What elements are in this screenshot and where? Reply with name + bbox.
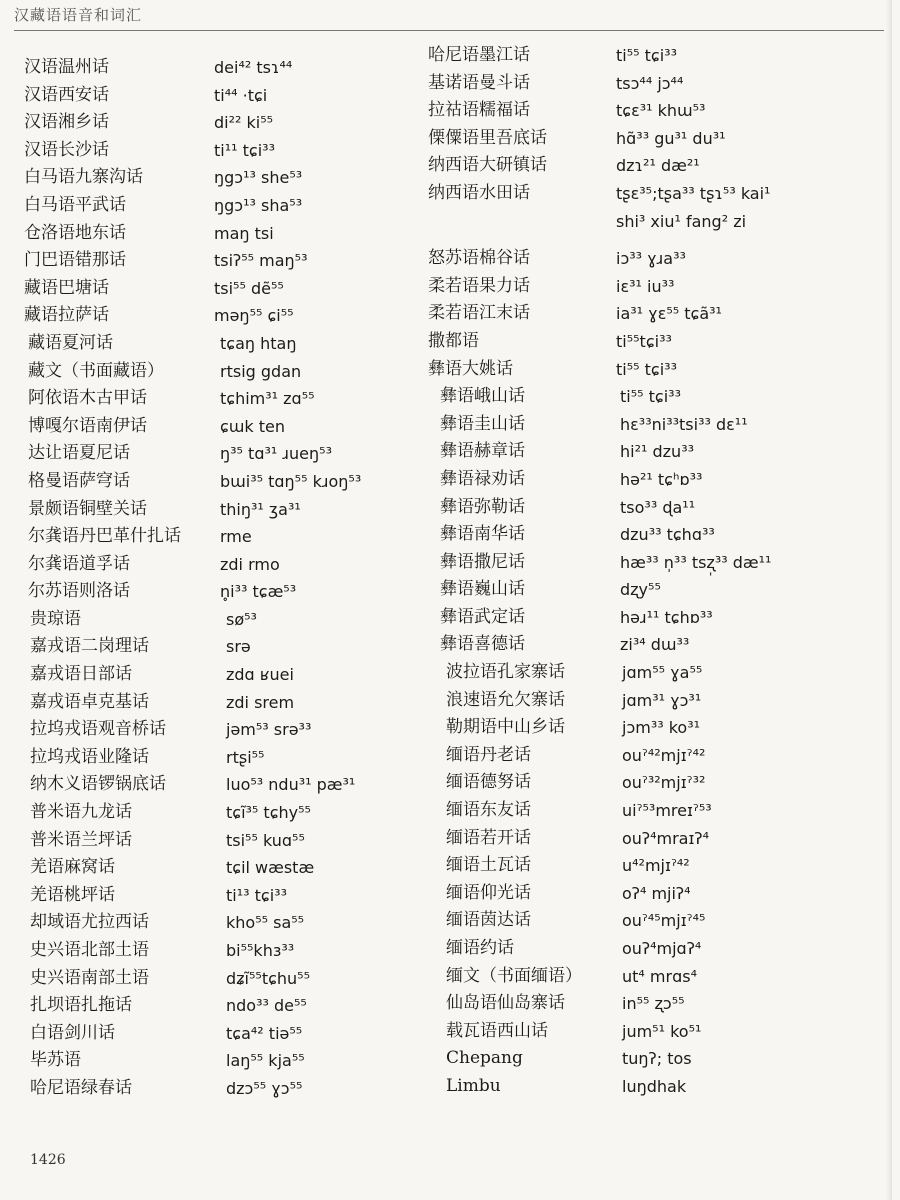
language-name: 尔龚语道孚话 bbox=[28, 553, 130, 574]
phonetic-form: luŋdhak bbox=[622, 1076, 687, 1096]
language-name: 羌语麻窝话 bbox=[30, 857, 115, 878]
language-name: Limbu bbox=[446, 1075, 501, 1096]
entry-row bbox=[428, 880, 878, 908]
language-name: 缅语若开话 bbox=[446, 827, 531, 848]
entry-row bbox=[24, 137, 424, 165]
entry-row bbox=[24, 578, 424, 606]
language-name: 基诺语曼斗话 bbox=[428, 72, 530, 93]
phonetic-form: tɕhim³¹ zɑ⁵⁵ bbox=[220, 389, 315, 409]
entry-row bbox=[428, 769, 878, 797]
phonetic-form: tʂɛ³⁵;tʂa³³ tʂɿ⁵³ kai¹ bbox=[616, 183, 771, 203]
entry-row bbox=[428, 990, 878, 1018]
language-name: 缅文（书面缅语） bbox=[446, 965, 582, 986]
language-name: 彝语撒尼话 bbox=[440, 551, 525, 572]
entry-row bbox=[24, 909, 424, 937]
entry-row bbox=[428, 235, 878, 245]
phonetic-form: luo⁵³ ndu³¹ pæ³¹ bbox=[226, 775, 356, 795]
entry-row bbox=[24, 220, 424, 248]
entry-row bbox=[428, 1045, 878, 1073]
entry-row bbox=[428, 180, 878, 208]
phonetic-form: u⁴²mjɪˀ⁴² bbox=[622, 856, 690, 876]
language-name: 尔龚语丹巴革什扎话 bbox=[28, 526, 181, 547]
phonetic-form: hæ³³ n̩³³ tsʐ̩³³ dæ¹¹ bbox=[620, 552, 772, 572]
language-name: 嘉戎语二岗理话 bbox=[30, 636, 149, 657]
entry-row bbox=[428, 356, 878, 384]
phonetic-form: laŋ⁵⁵ kja⁵⁵ bbox=[226, 1051, 305, 1071]
page-number: 1426 bbox=[30, 1152, 66, 1168]
phonetic-form: ŋgɔ¹³ sha⁵³ bbox=[214, 195, 303, 215]
phonetic-form: dzɿ²¹ dæ²¹ bbox=[616, 156, 700, 176]
language-name: 却域语尤拉西话 bbox=[30, 912, 149, 933]
entry-row bbox=[24, 440, 424, 468]
entry-row bbox=[428, 797, 878, 825]
phonetic-form: tso³³ ɖa¹¹ bbox=[620, 497, 696, 517]
entry-row bbox=[24, 413, 424, 441]
phonetic-form: tsi⁵⁵ kuɑ⁵⁵ bbox=[226, 830, 305, 850]
phonetic-form: hɛ³³ni³³tsi³³ dɛ¹¹ bbox=[620, 414, 748, 434]
entry-row bbox=[24, 882, 424, 910]
language-name: 彝语喜德话 bbox=[440, 634, 525, 655]
language-name: 撒都语 bbox=[428, 330, 479, 351]
entry-row bbox=[428, 411, 878, 439]
phonetic-form: dʑĩ⁵⁵tɕhu⁵⁵ bbox=[226, 968, 311, 988]
language-name: Chepang bbox=[446, 1048, 523, 1069]
phonetic-form: iɛ³¹ iu³³ bbox=[616, 276, 675, 296]
language-name: 彝语武定话 bbox=[440, 606, 525, 627]
language-name: 波拉语孔家寨话 bbox=[446, 662, 565, 683]
entry-row bbox=[428, 70, 878, 98]
entry-row bbox=[428, 245, 878, 273]
language-name: 仓洛语地东话 bbox=[24, 222, 126, 243]
entry-row bbox=[24, 1047, 424, 1075]
entry-row bbox=[428, 383, 878, 411]
entry-row bbox=[24, 192, 424, 220]
language-name: 纳西语水田话 bbox=[428, 182, 530, 203]
entry-row bbox=[428, 97, 878, 125]
entry-row bbox=[24, 799, 424, 827]
entry-row bbox=[428, 494, 878, 522]
phonetic-form: thiŋ³¹ ʒa³¹ bbox=[220, 499, 301, 519]
phonetic-form: ut⁴ mrɑs⁴ bbox=[622, 966, 697, 986]
binding-shadow bbox=[886, 0, 892, 1200]
phonetic-form: bɯi³⁵ tɑŋ⁵⁵ kɹoŋ⁵³ bbox=[220, 471, 362, 491]
language-name: 汉语湘乡话 bbox=[24, 112, 109, 133]
entry-row bbox=[428, 852, 878, 880]
phonetic-form: dei⁴² tsɿ⁴⁴ bbox=[214, 58, 293, 77]
phonetic-form: ŋgɔ¹³ she⁵³ bbox=[214, 168, 303, 188]
language-name: 贵琼语 bbox=[30, 608, 81, 629]
phonetic-form: maŋ tsi bbox=[214, 223, 274, 243]
phonetic-form: rtʂi⁵⁵ bbox=[226, 747, 265, 767]
phonetic-form: dzu³³ tɕhɑ³³ bbox=[620, 525, 715, 545]
language-name: 藏文（书面藏语） bbox=[28, 360, 164, 381]
language-name: 藏语巴塘话 bbox=[24, 277, 109, 298]
entry-row bbox=[24, 54, 424, 82]
phonetic-form: hɑ̃³³ gu³¹ du³¹ bbox=[616, 128, 726, 148]
entry-row bbox=[428, 300, 878, 328]
entry-row bbox=[24, 385, 424, 413]
phonetic-form: tɕaŋ htaŋ bbox=[220, 333, 297, 353]
phonetic-form: shi³ xiu¹ fang² zi bbox=[616, 211, 747, 231]
phonetic-form: uiˀ⁵³mreɪˀ⁵³ bbox=[622, 801, 712, 821]
phonetic-form: tsɔ⁴⁴ jɔ⁴⁴ bbox=[616, 73, 684, 93]
phonetic-form: jəm⁵³ srə³³ bbox=[226, 720, 312, 740]
language-name: 门巴语错那话 bbox=[24, 250, 126, 271]
entry-row bbox=[428, 125, 878, 153]
phonetic-form: ouʔ⁴mraɪʔ⁴ bbox=[622, 828, 709, 848]
entry-row bbox=[24, 937, 424, 965]
language-name: 缅语丹老话 bbox=[446, 744, 531, 765]
phonetic-form: bi⁵⁵khɜ³³ bbox=[226, 941, 295, 960]
phonetic-form: srə bbox=[226, 637, 251, 657]
phonetic-form: ŋ³⁵ tɑ³¹ ɹueŋ⁵³ bbox=[220, 444, 332, 464]
language-name: 彝语赫章话 bbox=[440, 441, 525, 462]
entry-row bbox=[24, 302, 424, 330]
language-name: 格曼语萨穹话 bbox=[28, 470, 130, 491]
phonetic-form: kho⁵⁵ sa⁵⁵ bbox=[226, 913, 305, 933]
entry-row bbox=[24, 275, 424, 303]
phonetic-form: ndo³³ de⁵⁵ bbox=[226, 996, 307, 1016]
entry-row bbox=[24, 661, 424, 689]
entry-row bbox=[24, 716, 424, 744]
entry-row bbox=[24, 992, 424, 1020]
phonetic-form: di²² ki⁵⁵ bbox=[214, 113, 274, 133]
phonetic-form: oʔ⁴ mjiʔ⁴ bbox=[622, 883, 691, 903]
entry-row bbox=[428, 208, 878, 236]
entry-row bbox=[24, 854, 424, 882]
phonetic-form: zdi rmo bbox=[220, 554, 280, 574]
entry-row bbox=[24, 606, 424, 634]
header-rule bbox=[14, 30, 884, 31]
language-name: 汉语温州话 bbox=[24, 57, 109, 77]
phonetic-form: dʐy⁵⁵ bbox=[620, 580, 661, 600]
language-name: 嘉戎语日部话 bbox=[30, 664, 132, 685]
phonetic-form: tsi⁵⁵ dẽ⁵⁵ bbox=[214, 278, 284, 298]
language-name: 拉坞戎语业隆话 bbox=[30, 746, 149, 767]
language-name: 拉祜语糯福话 bbox=[428, 100, 530, 121]
phonetic-form: tsiʔ⁵⁵ maŋ⁵³ bbox=[214, 251, 308, 271]
phonetic-form: jɔm³³ ko³¹ bbox=[622, 718, 701, 738]
entry-row bbox=[24, 771, 424, 799]
phonetic-form: tɕa⁴² tiə⁵⁵ bbox=[226, 1023, 303, 1043]
phonetic-form: ouʔ⁴mjɑʔ⁴ bbox=[622, 939, 702, 958]
phonetic-form: ɕɯk ten bbox=[220, 416, 285, 436]
phonetic-form: jum⁵¹ ko⁵¹ bbox=[622, 1021, 702, 1041]
language-name: 羌语桃坪话 bbox=[30, 884, 115, 905]
language-name: 彝语南华话 bbox=[440, 524, 525, 545]
entry-row bbox=[24, 330, 424, 358]
language-name: 浪速语允欠寨话 bbox=[446, 689, 565, 710]
phonetic-form: ti¹³ tɕi³³ bbox=[226, 885, 287, 905]
entry-row bbox=[428, 687, 878, 715]
entry-row bbox=[428, 714, 878, 742]
entry-row bbox=[24, 551, 424, 579]
entry-row bbox=[428, 659, 878, 687]
language-name: 阿依语木古甲话 bbox=[28, 388, 147, 409]
phonetic-form: zdi srem bbox=[226, 692, 295, 712]
phonetic-form: ti⁵⁵ tɕi³³ bbox=[616, 46, 677, 65]
entry-row bbox=[428, 152, 878, 180]
phonetic-form: zi³⁴ dɯ³³ bbox=[620, 635, 690, 655]
language-name: 哈尼语墨江话 bbox=[428, 45, 530, 65]
language-name: 哈尼语绿春话 bbox=[30, 1077, 132, 1098]
language-name: 景颇语铜壁关话 bbox=[28, 498, 147, 519]
running-head: 汉藏语语音和词汇 bbox=[14, 6, 143, 24]
language-name: 缅语约话 bbox=[446, 938, 514, 958]
entry-row bbox=[24, 468, 424, 496]
language-name: 普米语九龙话 bbox=[30, 802, 132, 823]
phonetic-form: rme bbox=[220, 527, 252, 547]
language-name: 尔苏语则洛话 bbox=[28, 581, 130, 602]
language-name: 汉语西安话 bbox=[24, 84, 109, 105]
phonetic-form: ouˀ⁴²mjɪˀ⁴² bbox=[622, 745, 706, 765]
language-name: 拉坞戎语观音桥话 bbox=[30, 719, 166, 740]
phonetic-form: tɕil wæstæ bbox=[226, 858, 315, 878]
language-name: 彝语圭山话 bbox=[440, 413, 525, 434]
entry-row bbox=[428, 466, 878, 494]
entry-row bbox=[24, 109, 424, 137]
entry-row bbox=[24, 827, 424, 855]
entry-row bbox=[428, 1073, 878, 1101]
phonetic-form: jɑm³¹ ɣɔ³¹ bbox=[622, 690, 702, 710]
phonetic-form: ouˀ³²mjɪˀ³² bbox=[622, 773, 706, 793]
language-name: 缅语东友话 bbox=[446, 800, 531, 821]
phonetic-form: iɔ³³ ɣɹa³³ bbox=[616, 249, 686, 269]
language-name: 纳西语大研镇话 bbox=[428, 155, 547, 176]
entry-row bbox=[428, 825, 878, 853]
language-name: 仙岛语仙岛寨话 bbox=[446, 993, 565, 1014]
phonetic-form: in⁵⁵ ʐɔ⁵⁵ bbox=[622, 994, 685, 1014]
language-name: 白马语九寨沟话 bbox=[24, 167, 143, 188]
phonetic-form: hi²¹ dzu³³ bbox=[620, 442, 695, 462]
entry-row bbox=[428, 576, 878, 604]
language-name: 史兴语北部土语 bbox=[30, 940, 149, 960]
phonetic-form: jɑm⁵⁵ ɣa⁵⁵ bbox=[622, 663, 703, 683]
entry-row bbox=[24, 496, 424, 524]
entry-row bbox=[428, 742, 878, 770]
entry-row bbox=[428, 963, 878, 991]
phonetic-form: tuŋʔ; tos bbox=[622, 1049, 692, 1069]
phonetic-form: hə²¹ tɕʰɒ³³ bbox=[620, 469, 703, 489]
phonetic-form: ti⁵⁵tɕi³³ bbox=[616, 331, 672, 351]
language-name: 勒期语中山乡话 bbox=[446, 717, 565, 738]
phonetic-form: ia³¹ ɣɛ⁵⁵ tɕã³¹ bbox=[616, 304, 722, 324]
language-name: 缅语仰光话 bbox=[446, 882, 531, 903]
phonetic-form: rtsig gdan bbox=[220, 361, 302, 381]
phonetic-form: tɕĩ³⁵ tɕhy⁵⁵ bbox=[226, 803, 311, 823]
phonetic-form: ti⁵⁵ tɕi³³ bbox=[620, 387, 681, 407]
language-name: 普米语兰坪话 bbox=[30, 829, 132, 850]
language-name: 白语剑川话 bbox=[30, 1022, 115, 1043]
phonetic-form: ti⁵⁵ tɕi³³ bbox=[616, 359, 677, 379]
entry-row bbox=[24, 164, 424, 192]
language-name: 达让语夏尼话 bbox=[28, 443, 130, 464]
right-word-list bbox=[428, 42, 878, 1101]
language-name: 缅语土瓦话 bbox=[446, 855, 531, 876]
language-name: 白马语平武话 bbox=[24, 194, 126, 215]
language-name: 怒苏语棉谷话 bbox=[428, 248, 530, 269]
entry-row bbox=[428, 328, 878, 356]
entry-row bbox=[428, 273, 878, 301]
entry-row bbox=[428, 438, 878, 466]
entry-row bbox=[428, 907, 878, 935]
entry-row bbox=[24, 358, 424, 386]
language-name: 博嘎尔语南伊话 bbox=[28, 415, 147, 436]
entry-row bbox=[24, 82, 424, 110]
phonetic-form: ti¹¹ tɕi³³ bbox=[214, 140, 275, 160]
language-name: 纳木义语锣锅底话 bbox=[30, 774, 166, 795]
phonetic-form: dzɔ⁵⁵ ɣɔ⁵⁵ bbox=[226, 1078, 303, 1098]
language-name: 汉语长沙话 bbox=[24, 139, 109, 160]
entry-row bbox=[428, 604, 878, 632]
language-name: 史兴语南部土语 bbox=[30, 967, 149, 988]
entry-row bbox=[24, 744, 424, 772]
entry-row bbox=[24, 1020, 424, 1048]
language-name: 彝语巍山话 bbox=[440, 579, 525, 600]
entry-row bbox=[24, 247, 424, 275]
entry-row bbox=[24, 523, 424, 551]
phonetic-form: ouˀ⁴⁵mjɪˀ⁴⁵ bbox=[622, 911, 706, 931]
entry-row bbox=[428, 549, 878, 577]
language-name: 彝语禄劝话 bbox=[440, 468, 525, 489]
language-name: 嘉戎语卓克基话 bbox=[30, 691, 149, 712]
phonetic-form: n̥i³³ tɕæ⁵³ bbox=[220, 582, 297, 602]
entry-row bbox=[428, 935, 878, 963]
entry-row bbox=[24, 965, 424, 993]
language-name: 彝语弥勒话 bbox=[440, 496, 525, 517]
left-word-list bbox=[24, 54, 424, 1103]
language-name: 柔若语果力话 bbox=[428, 275, 530, 296]
phonetic-form: sø⁵³ bbox=[226, 609, 257, 629]
entry-row bbox=[24, 689, 424, 717]
phonetic-form: məŋ⁵⁵ ɕi⁵⁵ bbox=[214, 306, 294, 326]
entry-row bbox=[428, 521, 878, 549]
entry-row bbox=[428, 631, 878, 659]
entry-row bbox=[24, 1075, 424, 1103]
entry-row bbox=[428, 1018, 878, 1046]
language-name: 彝语峨山话 bbox=[440, 386, 525, 407]
language-name: 藏语夏河话 bbox=[28, 332, 113, 353]
language-name: 柔若语江末话 bbox=[428, 303, 530, 324]
language-name: 毕苏语 bbox=[30, 1050, 81, 1071]
language-name bbox=[428, 208, 616, 236]
language-name: 彝语大姚话 bbox=[428, 358, 513, 379]
phonetic-form: tɕɛ³¹ khɯ⁵³ bbox=[616, 101, 706, 121]
phonetic-form: ti⁴⁴ ·tɕi bbox=[214, 85, 268, 105]
language-name: 藏语拉萨话 bbox=[24, 305, 109, 326]
language-name: 缅语德努话 bbox=[446, 772, 531, 793]
language-name: 缅语茵达话 bbox=[446, 910, 531, 931]
entry-row bbox=[428, 42, 878, 70]
entry-row bbox=[24, 633, 424, 661]
language-name: 扎坝语扎拖话 bbox=[30, 995, 132, 1016]
phonetic-form: həɹ¹¹ tɕhɒ³³ bbox=[620, 607, 713, 627]
language-name: 傈僳语里吾底话 bbox=[428, 127, 547, 148]
phonetic-form: zdɑ ʁuei bbox=[226, 665, 294, 685]
language-name: 载瓦语西山话 bbox=[446, 1020, 548, 1041]
